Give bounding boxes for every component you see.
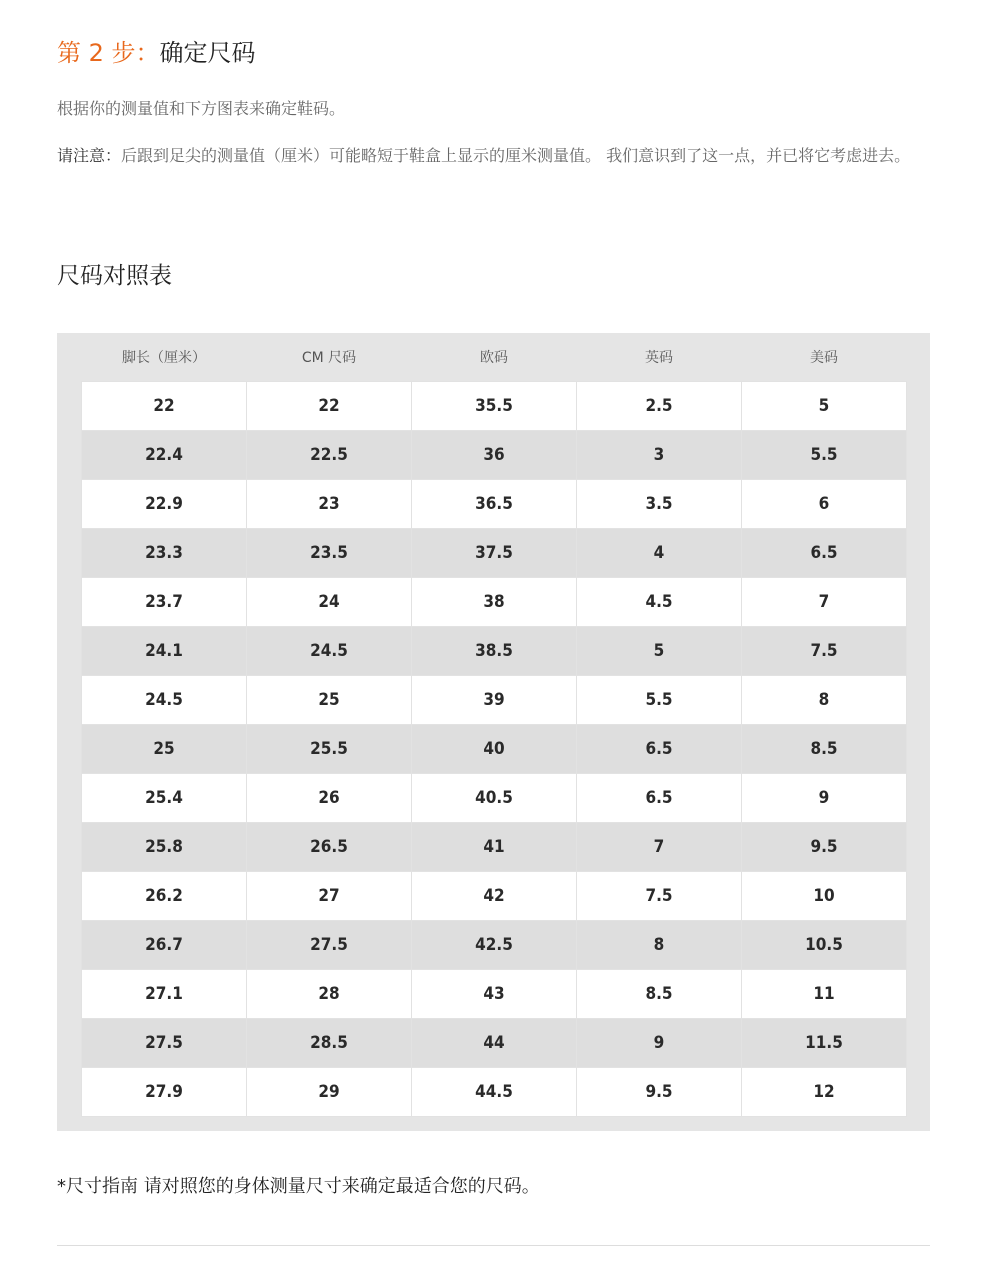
step-number: 第 2 步: [57, 39, 136, 67]
cell-uk-size: 7.5: [577, 872, 742, 921]
cell-us-size: 8.5: [742, 725, 907, 774]
cell-eu-size: 42.5: [412, 921, 577, 970]
cell-foot-length: 25.8: [82, 823, 247, 872]
size-chart-title: 尺码对照表: [57, 263, 172, 289]
step-separator: ：: [135, 39, 160, 67]
cell-eu-size: 44: [412, 1019, 577, 1068]
size-chart-table: [81, 333, 907, 1117]
cell-cm-size: 25: [247, 676, 412, 725]
cell-us-size: 11: [742, 970, 907, 1019]
cell-uk-size: 9.5: [577, 1068, 742, 1117]
cell-eu-size: 38.5: [412, 627, 577, 676]
cell-cm-size: 29: [247, 1068, 412, 1117]
size-guide-footnote: *尺寸指南 请对照您的身体测量尺寸来确定最适合您的尺码。: [57, 1176, 540, 1197]
bottom-divider: [57, 1245, 930, 1246]
cell-uk-size: 5.5: [577, 676, 742, 725]
table-row: [82, 1019, 907, 1068]
cell-cm-size: 25.5: [247, 725, 412, 774]
table-body: [82, 382, 907, 1117]
cell-uk-size: 3.5: [577, 480, 742, 529]
cell-us-size: 5: [742, 382, 907, 431]
cell-uk-size: 4.5: [577, 578, 742, 627]
cell-cm-size: 26.5: [247, 823, 412, 872]
cell-cm-size: 27.5: [247, 921, 412, 970]
header-foot-length: 脚长（厘米）: [122, 350, 206, 366]
cell-uk-size: 8.5: [577, 970, 742, 1019]
cell-cm-size: 28: [247, 970, 412, 1019]
cell-eu-size: 40: [412, 725, 577, 774]
cell-foot-length: 25: [82, 725, 247, 774]
table-row: [82, 970, 907, 1019]
size-chart-frame: [57, 333, 930, 1131]
step-name: 确定尺码: [159, 39, 256, 67]
cell-eu-size: 38: [412, 578, 577, 627]
cell-us-size: 5.5: [742, 431, 907, 480]
note-paragraph: [57, 141, 933, 171]
table-row: [82, 1068, 907, 1117]
cell-eu-size: 36.5: [412, 480, 577, 529]
cell-eu-size: 44.5: [412, 1068, 577, 1117]
table-row: [82, 921, 907, 970]
table-header-row: [82, 333, 907, 382]
cell-us-size: 9: [742, 774, 907, 823]
cell-foot-length: 23.7: [82, 578, 247, 627]
cell-uk-size: 7: [577, 823, 742, 872]
cell-eu-size: 39: [412, 676, 577, 725]
header-uk-size: 英码: [645, 350, 673, 366]
table-row: [82, 823, 907, 872]
cell-cm-size: 26: [247, 774, 412, 823]
cell-eu-size: 37.5: [412, 529, 577, 578]
cell-foot-length: 22.9: [82, 480, 247, 529]
cell-us-size: 10: [742, 872, 907, 921]
cell-us-size: 9.5: [742, 823, 907, 872]
cell-foot-length: 27.5: [82, 1019, 247, 1068]
cell-us-size: 8: [742, 676, 907, 725]
table-row: [82, 725, 907, 774]
cell-foot-length: 26.2: [82, 872, 247, 921]
header-eu-size: 欧码: [480, 350, 508, 366]
cell-uk-size: 9: [577, 1019, 742, 1068]
cell-us-size: 12: [742, 1068, 907, 1117]
cell-us-size: 6.5: [742, 529, 907, 578]
table-row: [82, 774, 907, 823]
intro-text: 根据你的测量值和下方图表来确定鞋码。: [57, 99, 346, 118]
table-row: [82, 578, 907, 627]
table-row: [82, 676, 907, 725]
cell-cm-size: 23: [247, 480, 412, 529]
table-row: [82, 480, 907, 529]
cell-uk-size: 3: [577, 431, 742, 480]
table-row: [82, 529, 907, 578]
cell-uk-size: 2.5: [577, 382, 742, 431]
cell-eu-size: 41: [412, 823, 577, 872]
table-row: [82, 627, 907, 676]
header-cm-size: CM 尺码: [301, 350, 357, 366]
cell-cm-size: 24.5: [247, 627, 412, 676]
cell-us-size: 7: [742, 578, 907, 627]
note-text: 后跟到足尖的测量值（厘米）可能略短于鞋盒上显示的厘米测量值。 我们意识到了这一点，并已将它考虑进去。: [121, 146, 911, 165]
note-label: 请注意：: [57, 146, 122, 165]
cell-foot-length: 23.3: [82, 529, 247, 578]
cell-cm-size: 22.5: [247, 431, 412, 480]
cell-foot-length: 27.1: [82, 970, 247, 1019]
cell-foot-length: 26.7: [82, 921, 247, 970]
table-row: [82, 431, 907, 480]
cell-uk-size: 5: [577, 627, 742, 676]
cell-eu-size: 43: [412, 970, 577, 1019]
cell-eu-size: 40.5: [412, 774, 577, 823]
cell-us-size: 10.5: [742, 921, 907, 970]
cell-foot-length: 25.4: [82, 774, 247, 823]
cell-foot-length: 22.4: [82, 431, 247, 480]
cell-eu-size: 36: [412, 431, 577, 480]
cell-cm-size: 22: [247, 382, 412, 431]
cell-us-size: 6: [742, 480, 907, 529]
cell-foot-length: 24.5: [82, 676, 247, 725]
cell-cm-size: 23.5: [247, 529, 412, 578]
cell-uk-size: 8: [577, 921, 742, 970]
cell-foot-length: 24.1: [82, 627, 247, 676]
cell-foot-length: 22: [82, 382, 247, 431]
table-row: [82, 382, 907, 431]
cell-foot-length: 27.9: [82, 1068, 247, 1117]
cell-uk-size: 6.5: [577, 725, 742, 774]
header-us-size: 美码: [810, 350, 838, 366]
cell-cm-size: 24: [247, 578, 412, 627]
cell-eu-size: 35.5: [412, 382, 577, 431]
step-title: [57, 36, 256, 70]
cell-us-size: 11.5: [742, 1019, 907, 1068]
table-row: [82, 872, 907, 921]
cell-cm-size: 28.5: [247, 1019, 412, 1068]
cell-us-size: 7.5: [742, 627, 907, 676]
cell-eu-size: 42: [412, 872, 577, 921]
cell-uk-size: 6.5: [577, 774, 742, 823]
cell-uk-size: 4: [577, 529, 742, 578]
cell-cm-size: 27: [247, 872, 412, 921]
